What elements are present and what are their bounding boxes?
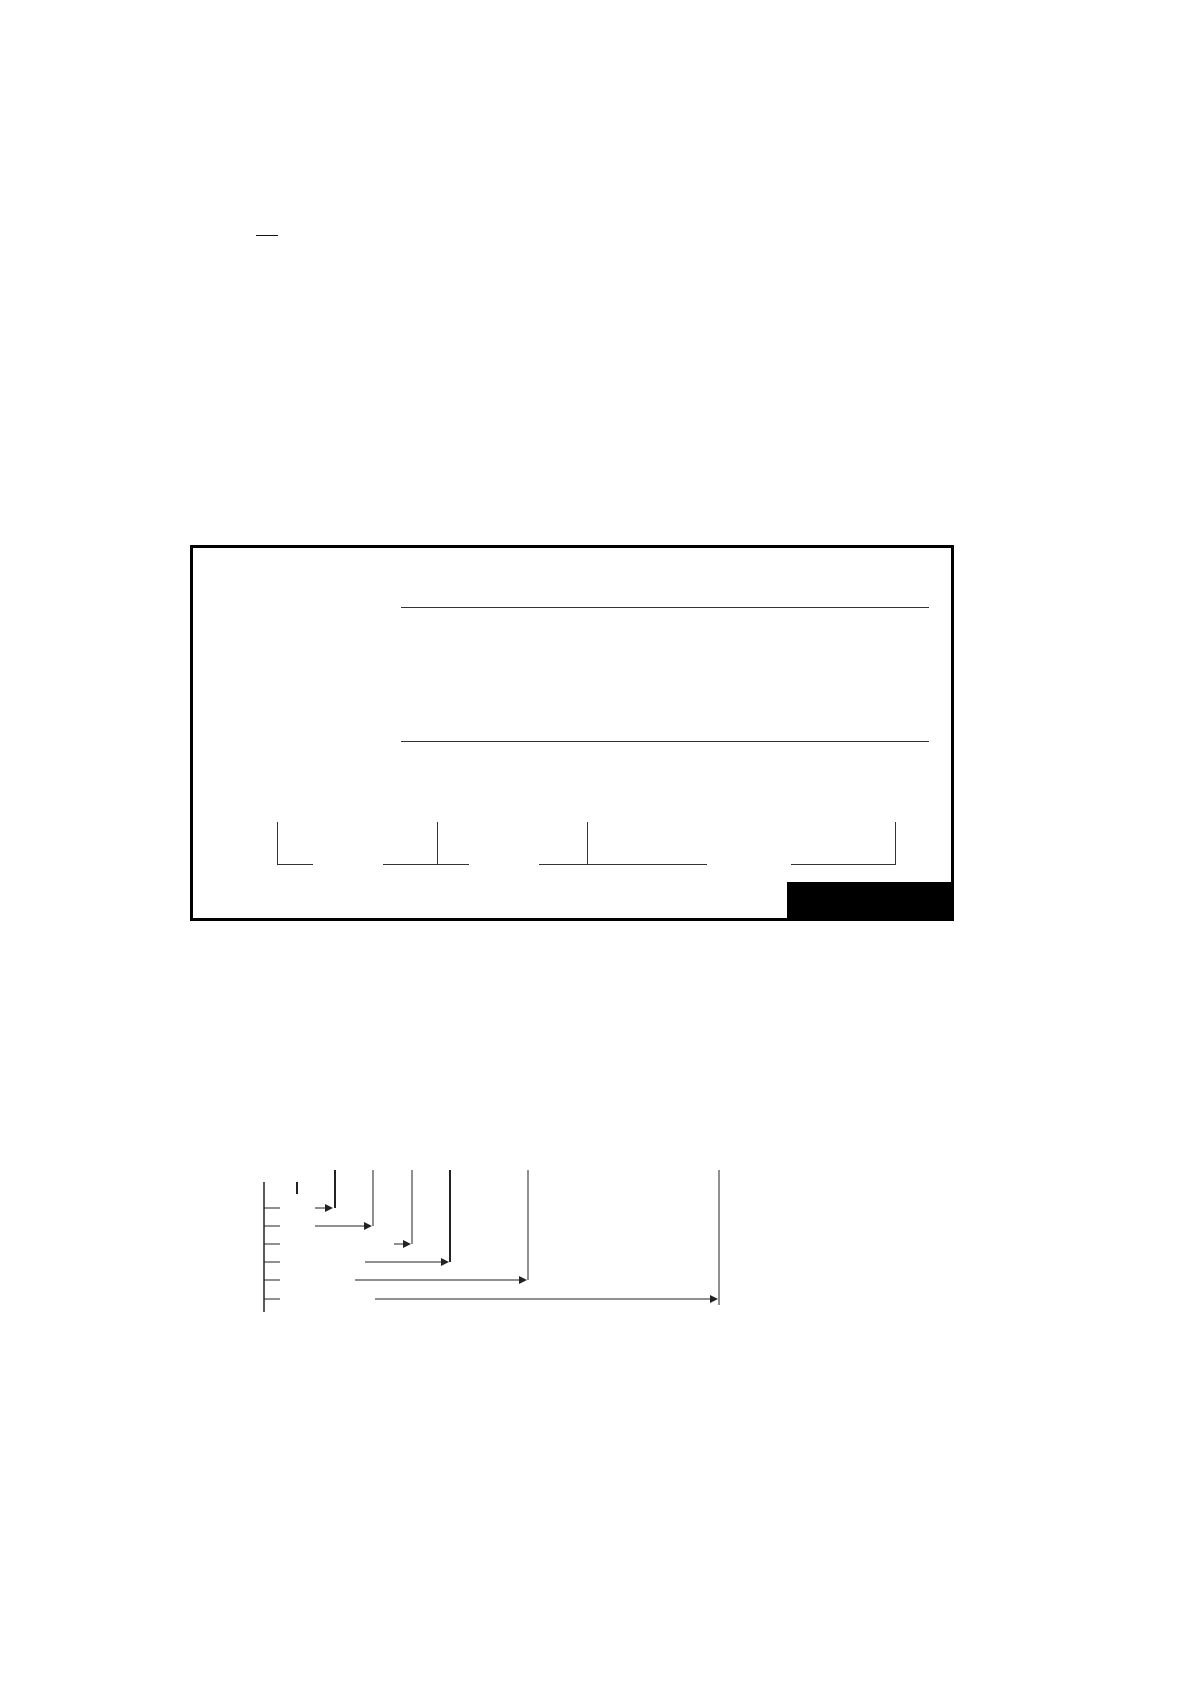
octave-bracket-line	[277, 864, 313, 865]
octave-bracket-tick	[437, 822, 438, 864]
formula-fraction-bar	[256, 235, 278, 236]
octave-bracket-line	[539, 864, 707, 865]
cents-diagram	[180, 1090, 760, 1330]
octave-bracket-tick	[895, 822, 896, 864]
octave-bracket-tick	[277, 822, 278, 864]
figure-1-14	[190, 545, 954, 921]
octave-bracket-line	[791, 864, 896, 865]
figure-badge	[787, 882, 951, 918]
harmonics-rule	[401, 607, 929, 608]
octave-bracket-line	[383, 864, 469, 865]
cents-figure	[180, 1090, 760, 1330]
octave-bracket-tick	[587, 822, 588, 864]
octaves-rule	[401, 741, 929, 742]
